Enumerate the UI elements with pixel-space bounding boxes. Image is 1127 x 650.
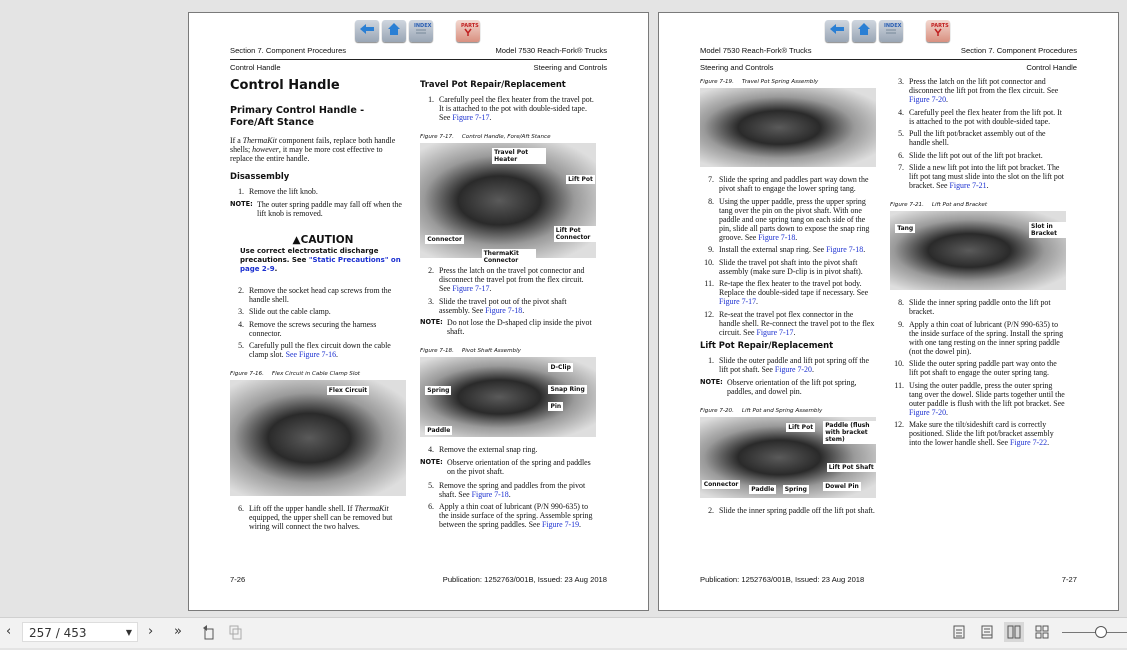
figure-caption xyxy=(700,79,876,85)
figure-caption xyxy=(890,202,1066,208)
prev-page-button[interactable]: ‹ xyxy=(6,624,12,639)
figure-callout: Lift Pot Shaft xyxy=(828,464,874,472)
text-run: Observe orientation of the lift pot spring, paddles, and dowel pin. xyxy=(727,377,857,396)
caution-box xyxy=(240,233,406,274)
procedure-step xyxy=(700,258,876,276)
text-run: Re-seat the travel pot flex connector in the handle shell. Re-connect the travel pot to the flex circuit. See xyxy=(719,309,875,337)
step-text xyxy=(909,359,1057,377)
step-number: 1. xyxy=(428,95,434,104)
zoom-slider-handle[interactable] xyxy=(1095,626,1107,638)
text-run: , it may be more cost effective to replace the entire handle. xyxy=(230,145,383,163)
page-header xyxy=(700,46,1077,60)
step-text xyxy=(719,197,869,242)
last-page-button[interactable]: » xyxy=(174,624,182,639)
back-icon xyxy=(829,22,845,40)
cross-reference-link[interactable]: Figure 7-20 xyxy=(909,95,947,104)
text-run: Press the latch on the travel pot connector and disconnect the travel pot from the flex circuit. See xyxy=(439,266,585,293)
next-page-button[interactable]: › xyxy=(148,624,154,639)
text-run: Slide the outer paddle and lift pot spring off the lift pot shaft. See xyxy=(719,356,869,374)
procedure-step xyxy=(420,297,596,315)
procedure-step xyxy=(890,163,1066,190)
page-navigation xyxy=(355,20,480,42)
text-run: . xyxy=(522,305,525,315)
home-icon xyxy=(387,22,401,41)
cross-reference-link[interactable]: Figure 7-22 xyxy=(1010,438,1048,447)
step-text xyxy=(909,129,1046,147)
back-icon-button[interactable] xyxy=(825,20,849,42)
step-text xyxy=(249,320,376,338)
step-number: 4. xyxy=(238,319,244,329)
text-run: . xyxy=(1047,438,1050,447)
step-text xyxy=(909,77,1058,104)
text-run: Carefully peel the flex heater from the travel pot. It is attached to the pot with double-sided tape. See xyxy=(439,95,594,122)
text-run: . xyxy=(946,95,949,104)
single-page-view-icon[interactable] xyxy=(949,622,969,642)
cross-reference-link[interactable]: Figure 7-18 xyxy=(471,489,509,499)
step-number: 3. xyxy=(428,296,434,306)
note xyxy=(420,458,596,476)
step-number: 8. xyxy=(898,298,904,307)
figure-callout: Flex Circuit xyxy=(328,386,368,394)
home-icon xyxy=(857,22,871,41)
procedure-step xyxy=(890,298,1066,316)
section-heading: Travel Pot Repair/Replacement xyxy=(420,79,566,89)
step-number: 4. xyxy=(898,107,904,117)
figure-callout: Connector xyxy=(427,236,462,243)
two-page-continuous-view-icon[interactable] xyxy=(1032,622,1052,642)
cross-reference-link[interactable]: Figure 7-17 xyxy=(452,284,490,293)
note-label: NOTE: xyxy=(420,318,443,326)
figure-photo xyxy=(420,357,596,437)
text-run: Remove the lift knob. xyxy=(249,187,318,196)
step-text xyxy=(249,504,392,531)
section-heading: Disassembly xyxy=(230,171,290,181)
step-number: 8. xyxy=(708,196,714,206)
cross-reference-link[interactable]: See Figure 7-16 xyxy=(285,350,337,359)
svg-text:INDEX: INDEX xyxy=(884,22,902,29)
procedure-step xyxy=(230,341,406,359)
step-number: 7. xyxy=(898,163,904,172)
figure-callout: Lift Pot Connector xyxy=(554,226,596,242)
step-number: 10. xyxy=(894,359,904,368)
step-text xyxy=(719,245,865,254)
subheader-right: Control Handle xyxy=(1026,63,1077,72)
procedure-step xyxy=(420,481,596,499)
note-label: NOTE: xyxy=(700,377,723,386)
svg-text:PARTS: PARTS xyxy=(461,22,479,29)
text-run: Remove the screws securing the harness connector. xyxy=(249,319,377,338)
figure-photo xyxy=(700,417,876,498)
step-number: 6. xyxy=(428,502,434,511)
caution-title: ▲CAUTION xyxy=(292,233,354,246)
index-icon-button[interactable] xyxy=(409,20,433,42)
procedure-step xyxy=(230,187,406,196)
text-run: The outer spring paddle may fall off when the lift knob is removed. xyxy=(257,199,402,218)
procedure-step xyxy=(700,175,876,193)
note-text xyxy=(727,378,857,396)
subheader-left: Steering and Controls xyxy=(700,63,774,72)
index-icon xyxy=(413,21,432,42)
text-run: Slide the spring and paddles part way down the pivot shaft to engage the lower spring tang. xyxy=(719,175,869,193)
text-run: . xyxy=(795,232,798,242)
figure-callout: Paddle xyxy=(427,426,451,434)
figure-title: Lift Pot and Bracket xyxy=(931,202,988,208)
procedure-step xyxy=(890,359,1066,377)
cross-reference-link[interactable]: Figure 7-21 xyxy=(949,181,987,190)
figure-callout: ThermaKit Connector xyxy=(482,249,536,265)
step-text xyxy=(439,297,567,315)
figure-photo xyxy=(890,211,1066,290)
figure-number: Figure 7-18. xyxy=(420,348,454,354)
text-run: Remove the external snap ring. xyxy=(439,445,538,454)
figure-title: Travel Pot Spring Assembly xyxy=(741,79,819,85)
parts-icon xyxy=(460,21,479,42)
text-run: . xyxy=(274,264,278,273)
step-text xyxy=(719,310,874,337)
viewer-toolbar xyxy=(0,617,1127,648)
subheader-left: Control Handle xyxy=(230,63,281,72)
text-run: Using the upper paddle, press the upper spring tang over the pin on the pivot shaft. With one paddle and one spring tang on each side of the pin, slide all parts down to expose the snap ring groove. See xyxy=(719,196,870,242)
section-heading: Control Handle xyxy=(230,78,340,93)
page-right xyxy=(658,12,1119,611)
header-right: Section 7. Component Procedures xyxy=(960,46,1077,55)
continuous-view-icon[interactable] xyxy=(977,622,997,642)
figure-title: Flex Circuit in Cable Clamp Slot xyxy=(271,371,361,377)
step-number: 12. xyxy=(704,309,714,319)
page-indicator: 257 / 453 xyxy=(29,626,87,640)
procedure-step xyxy=(890,77,1066,104)
cross-reference-link[interactable]: Figure 7-17 xyxy=(452,113,490,122)
step-number: 1. xyxy=(238,187,244,196)
text-run: Slide the inner spring paddle onto the lift pot bracket. xyxy=(909,298,1051,316)
cross-reference-link[interactable]: "Static Precautions" on page 2-9 xyxy=(240,255,401,273)
figure-callout: Spring xyxy=(784,485,807,493)
step-text xyxy=(909,420,1054,447)
text-run: Press the latch on the lift pot connector and disconnect the lift pot from the flex circuit. See xyxy=(909,77,1059,95)
figure-callout: Dowel Pin xyxy=(825,483,859,491)
figure-number: Figure 7-16. xyxy=(230,371,264,377)
procedure-step xyxy=(890,129,1066,147)
text-run: Using the outer paddle, press the outer spring tang over the dowel. Slide parts together until the outer paddle is flush with the lift pot bracket. See xyxy=(909,380,1065,408)
procedure-step xyxy=(420,445,596,454)
header-right: Model 7530 Reach-Fork® Trucks xyxy=(495,46,607,55)
text-run: Pull the lift pot/bracket assembly out of the handle shell. xyxy=(909,129,1046,147)
page-left xyxy=(188,12,649,611)
step-number: 10. xyxy=(704,257,714,267)
text-run: . xyxy=(508,489,511,499)
step-text xyxy=(249,187,318,196)
step-text xyxy=(439,266,585,293)
figure-number: Figure 7-17. xyxy=(420,134,454,140)
figure-callout: Paddle xyxy=(751,485,775,493)
figure-callout: Connector xyxy=(703,480,739,488)
text-run: Apply a thin coat of lubricant (P/N 990-635) to the inside surface of the spring. Assemble spring between the spring paddles. See xyxy=(439,502,593,529)
step-number: 4. xyxy=(428,445,434,454)
figure-callout: Lift Pot xyxy=(788,423,814,431)
header-left: Model 7530 Reach-Fork® Trucks xyxy=(700,46,812,55)
procedure-step xyxy=(230,307,406,316)
header-left: Section 7. Component Procedures xyxy=(230,46,347,55)
text-run: Re-tape the flex heater to the travel pot body. Replace the double-sided tape if necessary. See xyxy=(719,279,869,297)
text-run: Remove the socket head cap screws from the handle shell. xyxy=(249,285,392,304)
step-text xyxy=(719,506,875,515)
step-text xyxy=(719,279,868,306)
column-1 xyxy=(230,77,406,535)
text-run: . xyxy=(756,297,759,306)
text-run: Slide a new lift pot into the lift pot bracket. The lift pot tang must slide into the slot on the lift pot bracket. See xyxy=(909,163,1064,190)
figure-title: Lift Pot and Spring Assembly xyxy=(741,407,823,414)
procedure-step xyxy=(230,320,406,338)
text-run: Slide the lift pot out of the lift pot bracket. xyxy=(909,150,1043,160)
step-number: 11. xyxy=(894,380,904,390)
index-icon-button[interactable] xyxy=(879,20,903,42)
text-run: Use correct electrostatic discharge precautions. See xyxy=(240,246,379,264)
text-run: Slide out the cable clamp. xyxy=(249,307,331,316)
text-run: Carefully peel the flex heater from the lift pot. It is attached to the pot with double-sided tape. xyxy=(909,107,1062,126)
parts-icon xyxy=(930,21,949,42)
figure-callout: Spring xyxy=(427,386,450,394)
column-1 xyxy=(700,77,876,518)
text-run: . xyxy=(579,520,582,529)
step-text xyxy=(439,95,594,122)
figure-title: Control Handle, Fore/Aft Stance xyxy=(461,134,551,140)
text-run: equipped, the upper shell can be removed but wiring will connect the two halves. xyxy=(249,513,393,531)
cross-reference-link[interactable]: Figure 7-19 xyxy=(542,520,580,529)
text-run: . xyxy=(986,181,989,190)
step-number: 5. xyxy=(238,341,244,350)
text-run: Apply a thin coat of lubricant (P/N 990-635) to the inside surface of the spring. Install the spring with one tang resting on the inner spring paddle (not the dowel pin). xyxy=(909,319,1064,356)
text-run: . xyxy=(946,407,949,417)
back-icon xyxy=(359,22,375,40)
two-page-view-icon[interactable] xyxy=(1004,622,1024,642)
note-text xyxy=(257,200,402,218)
note xyxy=(230,200,406,218)
text-run: . xyxy=(489,113,492,122)
figure-caption xyxy=(420,348,596,354)
footer-left: Publication: 1252763/001B, Issued: 23 Aug 2018 xyxy=(700,575,865,584)
step-number: 1. xyxy=(708,356,714,365)
rotate-icon[interactable] xyxy=(201,624,217,644)
procedure-step xyxy=(420,266,596,293)
caution-text xyxy=(240,247,406,274)
footer-right: 7-27 xyxy=(1061,575,1077,584)
cross-reference-link[interactable]: Figure 7-18 xyxy=(758,232,796,242)
figure-title: Pivot Shaft Assembly xyxy=(461,348,521,354)
procedure-step xyxy=(700,310,876,337)
page-header xyxy=(230,46,607,60)
text-run: Slide the travel pot shaft into the pivot shaft assembly (make sure D-clip is in pivot shaft). xyxy=(719,257,863,276)
step-text xyxy=(439,502,592,529)
text-run: . xyxy=(811,365,814,374)
step-text xyxy=(439,445,537,454)
figure-callout: Travel Pot Heater xyxy=(492,148,546,164)
section-heading: Lift Pot Repair/Replacement xyxy=(700,340,834,350)
back-icon-button[interactable] xyxy=(355,20,379,42)
step-number: 3. xyxy=(238,307,244,316)
text-run: component fails, replace both handle shells; xyxy=(230,136,396,154)
cross-reference-link[interactable]: Figure 7-18 xyxy=(826,245,864,254)
text-run: ThermaKit xyxy=(242,136,277,145)
step-number: 6. xyxy=(238,504,244,513)
figure-caption xyxy=(230,371,406,377)
page-subheader xyxy=(230,63,607,72)
cross-reference-link[interactable]: Figure 7-20 xyxy=(909,407,947,417)
step-text xyxy=(249,341,391,359)
parts-icon-button[interactable] xyxy=(456,20,480,42)
note-label: NOTE: xyxy=(230,199,253,208)
text-run: . xyxy=(793,327,796,337)
procedure-step xyxy=(890,151,1066,160)
footer-left: 7-26 xyxy=(230,575,246,584)
cross-reference-link[interactable]: Figure 7-17 xyxy=(719,297,757,306)
page-number-field[interactable] xyxy=(22,622,138,642)
figure-callout: Slot in Bracket xyxy=(1029,222,1066,238)
step-number: 2. xyxy=(428,266,434,275)
note-text xyxy=(447,318,592,336)
text-run: Do not lose the D-shaped clip inside the pivot shaft. xyxy=(447,318,592,336)
step-text xyxy=(909,320,1063,356)
figure-number: Figure 7-21. xyxy=(890,202,924,208)
text-run: Slide the outer spring paddle part way onto the lift pot shaft to engage the outer spring tang. xyxy=(909,359,1057,377)
home-icon-button[interactable] xyxy=(852,20,876,42)
page-navigation xyxy=(825,20,950,42)
procedure-step xyxy=(420,95,596,122)
parts-icon-button[interactable] xyxy=(926,20,950,42)
step-number: 12. xyxy=(894,420,904,429)
procedure-step xyxy=(700,279,876,306)
step-number: 6. xyxy=(898,150,904,160)
home-icon-button[interactable] xyxy=(382,20,406,42)
column-2 xyxy=(890,77,1066,451)
procedure-step xyxy=(700,245,876,254)
procedure-step xyxy=(890,420,1066,447)
figure-photo xyxy=(230,380,406,496)
step-number: 9. xyxy=(708,245,714,254)
text-run: Remove the spring and paddles from the pivot shaft. See xyxy=(439,480,586,499)
chevron-down-icon[interactable]: ▼ xyxy=(125,628,132,637)
subheader-right: Steering and Controls xyxy=(533,63,607,72)
procedure-step xyxy=(700,506,876,515)
text-run: . xyxy=(489,284,492,293)
figure-number: Figure 7-19. xyxy=(700,79,734,85)
procedure-step xyxy=(890,320,1066,356)
procedure-step xyxy=(420,502,596,529)
procedure-step xyxy=(230,504,406,531)
figure-photo xyxy=(420,143,596,264)
step-text xyxy=(909,298,1051,316)
paragraph xyxy=(230,136,406,163)
procedure-step xyxy=(890,381,1066,417)
figure-caption xyxy=(700,408,876,414)
step-number: 5. xyxy=(898,129,904,138)
step-text xyxy=(909,163,1064,190)
procedure-step xyxy=(890,108,1066,126)
text-run: Install the external snap ring. See xyxy=(719,245,827,254)
step-number: 2. xyxy=(238,285,244,295)
step-number: 5. xyxy=(428,480,434,490)
figure-callout: Paddle (flush with bracket stem) xyxy=(823,421,876,444)
footer-right: Publication: 1252763/001B, Issued: 23 Aug 2018 xyxy=(442,575,607,584)
text-run: Slide the inner spring paddle off the lift pot shaft. xyxy=(719,505,875,515)
text-run: If a xyxy=(230,136,243,145)
step-text xyxy=(909,151,1043,160)
figure-callout: Lift Pot xyxy=(568,176,593,184)
step-text xyxy=(249,307,331,316)
procedure-step xyxy=(700,356,876,374)
svg-text:PARTS: PARTS xyxy=(931,22,949,29)
cross-reference-link[interactable]: Figure 7-20 xyxy=(774,365,812,374)
step-text xyxy=(439,481,585,499)
figure-photo xyxy=(700,88,876,167)
note-label: NOTE: xyxy=(420,457,443,466)
figure-number: Figure 7-20. xyxy=(700,407,734,414)
figure-callout: D-Clip xyxy=(550,364,571,372)
rotate-back-icon[interactable] xyxy=(229,624,245,644)
text-run: ThermaKit xyxy=(354,504,389,513)
step-number: 9. xyxy=(898,319,904,329)
figure-callout: Tang xyxy=(897,224,914,232)
procedure-step xyxy=(700,197,876,242)
text-run: Carefully pull the flex circuit down the cable clamp slot. xyxy=(249,341,391,359)
step-number: 11. xyxy=(704,279,714,288)
step-number: 7. xyxy=(708,175,714,184)
step-number: 3. xyxy=(898,77,904,86)
text-run: Observe orientation of the spring and paddles on the pivot shaft. xyxy=(447,457,591,476)
step-text xyxy=(719,175,868,193)
step-text xyxy=(719,258,863,276)
figure-callout: Pin xyxy=(550,402,562,410)
note-text xyxy=(447,458,591,476)
cross-reference-link[interactable]: Figure 7-18 xyxy=(485,305,523,315)
step-text xyxy=(719,356,869,374)
procedure-step xyxy=(230,286,406,304)
figure-callout: Snap Ring xyxy=(550,386,585,393)
cross-reference-link[interactable]: Figure 7-17 xyxy=(756,327,794,337)
text-run: Slide the travel pot out of the pivot shaft assembly. See xyxy=(439,296,567,315)
note xyxy=(420,318,596,336)
page-subheader xyxy=(700,63,1077,72)
section-heading: Primary Control Handle - Fore/Aft Stance xyxy=(230,105,365,128)
text-run: . xyxy=(336,350,338,359)
svg-text:INDEX: INDEX xyxy=(414,22,432,29)
text-run: . xyxy=(863,245,866,254)
text-run: Make sure the tilt/sideshift card is correctly positioned. Slide the lift pot/bracket assembly into the lower handle shell. See xyxy=(909,420,1054,447)
column-2 xyxy=(420,77,596,533)
text-run: Lift off the upper handle shell. If xyxy=(249,504,355,513)
text-run: however xyxy=(252,145,279,154)
step-text xyxy=(909,108,1062,126)
step-text xyxy=(249,286,391,304)
step-number: 2. xyxy=(708,505,714,515)
note xyxy=(700,378,876,396)
step-text xyxy=(909,381,1065,417)
figure-caption xyxy=(420,134,596,140)
index-icon xyxy=(883,21,902,42)
